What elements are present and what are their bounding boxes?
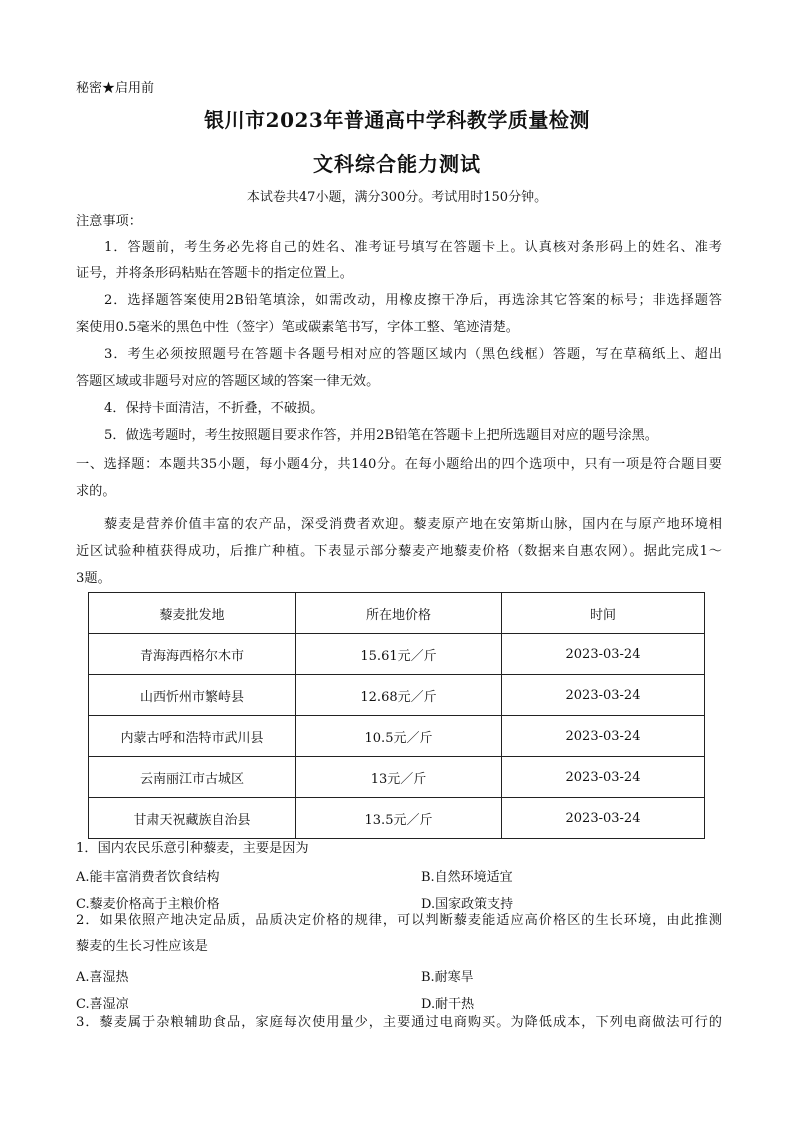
table-row [89,757,705,798]
table-cell: 10.5元／斤 [296,716,502,757]
table-cell: 2023-03-24 [502,675,705,716]
section-intro: 一、选择题：本题共35小题，每小题4分，共140分。在每小题给出的四个选项中，只有一项是符合题目要 [76,457,722,472]
exam-summary: 本试卷共47小题，满分300分。考试用时150分钟。 [246,190,548,205]
column-header: 所在地价格 [296,593,502,634]
table-cell: 2023-03-24 [502,634,705,675]
table-cell: 12.68元／斤 [296,675,502,716]
table-cell: 云南丽江市古城区 [89,757,296,798]
exam-title: 银川市2023年普通高中学科教学质量检测 [204,108,590,132]
note-line: 2．选择题答案使用2B铅笔填涂，如需改动，用橡皮擦干净后，再选涂其它答案的标号；非选择题答 [104,293,722,308]
passage-line: 藜麦是营养价值丰富的农产品，深受消费者欢迎。藜麦原产地在安第斯山脉，国内在与原产地环境相 [104,517,722,532]
table-cell: 2023-03-24 [502,798,705,839]
note-line: 1．答题前，考生务必先将自己的姓名、准考证号填写在答题卡上。认真核对条形码上的姓名、准考 [104,240,722,255]
table-cell: 2023-03-24 [502,757,705,798]
confidential-label: 秘密★启用前 [76,81,155,96]
question-2-stem: 2．如果依照产地决定品质，品质决定价格的规律，可以判断藜麦能适应高价格区的生长环境，由此推测 [76,913,722,928]
note-line: 4．保持卡面清洁，不折叠，不破损。 [104,401,324,416]
question-1-option-c: C.藜麦价格高于主粮价格 [76,897,220,912]
table-cell: 内蒙古呼和浩特市武川县 [89,716,296,757]
question-1-option-d: D.国家政策支持 [421,897,514,912]
question-2-stem: 藜麦的生长习性应该是 [76,939,208,954]
note-line: 3．考生必须按照题号在答题卡各题号相对应的答题区域内（黑色线框）答题，写在草稿纸上、超出 [104,347,722,362]
notes-heading: 注意事项： [76,214,142,229]
table-row [89,798,705,839]
table-header-row [89,593,705,634]
passage-line: 3题。 [76,571,111,586]
question-3-stem: 3．藜麦属于杂粮辅助食品，家庭每次使用量少，主要通过电商购买。为降低成本，下列电商做法可行的 [76,1015,722,1030]
table-row [89,716,705,757]
question-2-option-a: A.喜湿热 [76,970,129,985]
note-line: 答题区域或非题号对应的答题区域的答案一律无效。 [76,374,380,389]
table-cell: 山西忻州市繁峙县 [89,675,296,716]
question-2-option-b: B.耐寒旱 [421,970,474,985]
note-line: 证号，并将条形码粘贴在答题卡的指定位置上。 [76,266,353,281]
table-cell: 15.61元／斤 [296,634,502,675]
question-2-option-d: D.耐干热 [421,997,475,1012]
table-cell: 青海海西格尔木市 [89,634,296,675]
note-line: 5．做选考题时，考生按照题目要求作答，并用2B铅笔在答题卡上把所选题目对应的题号涂黑。 [104,428,658,443]
table-cell: 甘肃天祝藏族自治县 [89,798,296,839]
table-cell: 2023-03-24 [502,716,705,757]
table-cell: 13.5元／斤 [296,798,502,839]
question-1-option-a: A.能丰富消费者饮食结构 [76,870,220,885]
question-2-option-c: C.喜湿凉 [76,997,129,1012]
passage-line: 近区试验种植获得成功，后推广种植。下表显示部分藜麦产地藜麦价格（数据来自惠农网）。据此完成1～ [76,544,722,559]
column-header: 时间 [502,593,705,634]
exam-subtitle: 文科综合能力测试 [313,152,481,176]
table-cell: 13元／斤 [296,757,502,798]
quinoa-price-table [88,592,705,839]
section-intro: 求的。 [76,484,116,499]
question-1-option-b: B.自然环境适宜 [421,870,513,885]
table-row [89,675,705,716]
column-header: 藜麦批发地 [89,593,296,634]
question-1-stem: 1．国内农民乐意引种藜麦，主要是因为 [76,841,309,856]
note-line: 案使用0.5毫米的黑色中性（签字）笔或碳素笔书写，字体工整、笔迹清楚。 [76,320,519,335]
table-row [89,634,705,675]
